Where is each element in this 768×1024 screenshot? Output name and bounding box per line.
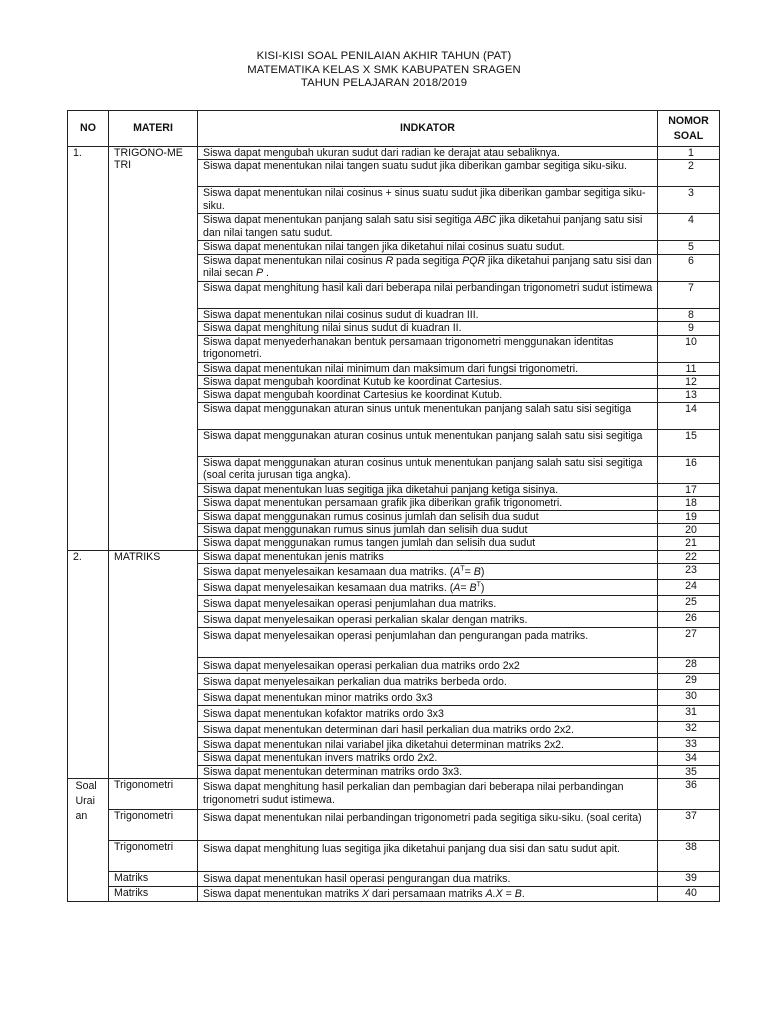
indicator-cell: Siswa dapat menghitung nilai sinus sudut di kuadran II. [198, 322, 658, 335]
question-number: 32 [658, 722, 720, 738]
table-row [68, 810, 720, 841]
table-row [68, 147, 720, 160]
row-materi: Trigonometri [109, 841, 198, 872]
indicator-cell: Siswa dapat menentukan nilai tangen suatu sudut jika diberikan gambar segitiga siku-siku. [198, 160, 658, 187]
question-number: 15 [658, 429, 720, 456]
indicator-variable: ABC [474, 214, 497, 227]
kisi-kisi-table [67, 110, 720, 902]
indicator-cell [198, 214, 658, 241]
indicator-cell: Siswa dapat menghitung hasil kali dari beberapa nilai perbandingan trigonometri sudut istimewa [198, 281, 658, 308]
question-number: 2 [658, 160, 720, 187]
indicator-text: jika diketahui panjang satu sisi dan nilai tangen satu sudut. [203, 214, 643, 239]
question-number: 8 [658, 308, 720, 321]
indicator-variable: B [514, 887, 522, 900]
question-number: 26 [658, 612, 720, 628]
question-number: 5 [658, 241, 720, 254]
header-indikator: INDKATOR [198, 111, 658, 147]
indicator-cell: Siswa dapat menentukan nilai perbandingan trigonometri pada segitiga siku-siku. (soal cerita) [198, 810, 658, 841]
indicator-cell: Siswa dapat menyelesaikan operasi penjumlahan dua matriks. [198, 596, 658, 612]
question-number: 21 [658, 537, 720, 550]
indicator-cell: Siswa dapat menyelesaikan operasi perkalian dua matriks ordo 2x2 [198, 658, 658, 674]
question-number: 25 [658, 596, 720, 612]
indicator-cell: Siswa dapat menentukan jenis matriks [198, 550, 658, 563]
indicator-variable: A.X [485, 887, 503, 900]
question-number: 16 [658, 456, 720, 483]
indicator-text: jika diketahui panjang satu sisi dan nilai secan [203, 254, 652, 280]
table-header-row [68, 111, 720, 147]
title-line-3: TAHUN PELAJARAN 2018/2019 [300, 77, 468, 89]
indicator-cell: Siswa dapat menggunakan aturan cosinus untuk menentukan panjang salah satu sisi segitiga (soal cerita jurusan tiga angka). [198, 456, 658, 483]
indicator-variable: A [453, 581, 461, 594]
indicator-cell [198, 254, 658, 281]
question-number: 27 [658, 628, 720, 658]
indicator-cell: Siswa dapat menyelesaikan operasi perkalian skalar dengan matriks. [198, 612, 658, 628]
question-number: 34 [658, 752, 720, 765]
question-number: 35 [658, 765, 720, 778]
document-title [0, 50, 768, 91]
question-number: 36 [658, 779, 720, 810]
indicator-cell: Siswa dapat menentukan minor matriks ordo 3x3 [198, 690, 658, 706]
question-number: 29 [658, 674, 720, 690]
indicator-variable: A [453, 565, 461, 578]
indicator-cell: Siswa dapat menggunakan rumus tangen jumlah dan selisih dua sudut [198, 537, 658, 550]
group-materi [109, 147, 198, 551]
indicator-cell [198, 564, 658, 580]
question-number: 10 [658, 335, 720, 362]
title-line-2: MATEMATIKA KELAS X SMK KABUPATEN SRAGEN [247, 63, 521, 76]
question-number: 31 [658, 706, 720, 722]
row-materi: Trigonometri [109, 779, 198, 810]
header-no: NO [68, 111, 109, 147]
question-number: 23 [658, 564, 720, 580]
question-number: 11 [658, 362, 720, 375]
indicator-cell: Siswa dapat menyelesaikan operasi penjumlahan dan pengurangan pada matriks. [198, 628, 658, 658]
header-nomor-soal-label: NOMOR SOAL [668, 114, 709, 142]
group-materi-label: TRIGONO-METRI [114, 147, 183, 172]
indicator-text: ) [480, 581, 485, 594]
indicator-cell [198, 580, 658, 596]
table-row [68, 550, 720, 563]
question-number: 30 [658, 690, 720, 706]
indicator-cell [198, 887, 658, 902]
indicator-cell: Siswa dapat menghitung hasil perkalian dan pembagian dari beberapa nilai perbandingan trigonometri sudut istimewa. [198, 779, 658, 810]
indicator-text: Siswa dapat menentukan nilai cosinus [203, 254, 386, 267]
indicator-text: Siswa dapat menyelesaikan kesamaan dua matriks. ( [203, 581, 454, 594]
indicator-text: Siswa dapat menentukan panjang salah satu sisi segitiga [203, 214, 475, 227]
question-number: 28 [658, 658, 720, 674]
row-materi: Matriks [109, 887, 198, 902]
indicator-cell: Siswa dapat menyederhanakan bentuk persamaan trigonometri menggunakan identitas trigonometri. [198, 335, 658, 362]
indicator-cell: Siswa dapat mengubah koordinat Cartesius ke koordinat Kutub. [198, 389, 658, 402]
group-no: 2. [68, 550, 109, 778]
indicator-text: . [521, 887, 525, 900]
question-number: 17 [658, 483, 720, 496]
indicator-text: Siswa dapat menentukan matriks [203, 887, 362, 900]
indicator-variable: R [385, 254, 394, 267]
indicator-cell: Siswa dapat menggunakan aturan cosinus untuk menentukan panjang salah satu sisi segitiga [198, 429, 658, 456]
question-number: 22 [658, 550, 720, 563]
indicator-cell: Siswa dapat menyelesaikan perkalian dua matriks berbeda ordo. [198, 674, 658, 690]
indicator-cell: Siswa dapat menentukan nilai tangen jika diketahui nilai cosinus suatu sudut. [198, 241, 658, 254]
indicator-text: dari persamaan matriks [369, 887, 486, 900]
question-number: 13 [658, 389, 720, 402]
question-number: 38 [658, 841, 720, 872]
question-number: 1 [658, 147, 720, 160]
indicator-variable: X [361, 887, 370, 900]
question-number: 33 [658, 738, 720, 752]
indicator-text: . [263, 267, 269, 280]
header-nomor-soal [658, 111, 720, 147]
indicator-cell: Siswa dapat menggunakan rumus cosinus jumlah dan selisih dua sudut [198, 510, 658, 523]
question-number: 39 [658, 872, 720, 887]
indicator-cell: Siswa dapat menentukan nilai cosinus sudut di kuadran III. [198, 308, 658, 321]
indicator-text: = [502, 887, 515, 900]
indicator-cell: Siswa dapat menggunakan aturan sinus untuk menentukan panjang salah satu sisi segitiga [198, 402, 658, 429]
indicator-variable: B [469, 581, 477, 594]
table-row [68, 841, 720, 872]
question-number: 3 [658, 187, 720, 214]
question-number: 12 [658, 376, 720, 389]
group-no: 1. [68, 147, 109, 551]
indicator-text: = [460, 581, 470, 594]
indicator-text: pada segitiga [393, 254, 463, 267]
header-materi: MATERI [109, 111, 198, 147]
indicator-cell: Siswa dapat menentukan nilai minimum dan maksimum dari fungsi trigonometri. [198, 362, 658, 375]
indicator-cell: Siswa dapat menggunakan rumus sinus jumlah dan selisih dua sudut [198, 524, 658, 537]
indicator-text: = [464, 565, 474, 578]
indicator-cell: Siswa dapat mengubah ukuran sudut dari radian ke derajat atau sebaliknya. [198, 147, 658, 160]
indicator-cell: Siswa dapat menentukan nilai cosinus + sinus suatu sudut jika diberikan gambar segitiga siku-siku. [198, 187, 658, 214]
indicator-cell: Siswa dapat menentukan luas segitiga jika diketahui panjang ketiga sisinya. [198, 483, 658, 496]
question-number: 7 [658, 281, 720, 308]
question-number: 14 [658, 402, 720, 429]
table-row [68, 887, 720, 902]
indicator-cell: Siswa dapat menentukan determinan matriks ordo 3x3. [198, 765, 658, 778]
indicator-variable: PQR [462, 254, 486, 267]
row-materi: Trigonometri [109, 810, 198, 841]
indicator-text: Siswa dapat menyelesaikan kesamaan dua matriks. ( [203, 565, 454, 578]
group-soal-uraian-label: Soal Urai an [75, 780, 97, 823]
indicator-cell: Siswa dapat menentukan nilai variabel jika diketahui determinan matriks 2x2. [198, 738, 658, 752]
question-number: 24 [658, 580, 720, 596]
table-row [68, 779, 720, 810]
superscript: T [460, 565, 465, 573]
question-number: 6 [658, 254, 720, 281]
indicator-cell: Siswa dapat menentukan kofaktor matriks ordo 3x3 [198, 706, 658, 722]
indicator-cell: Siswa dapat menentukan invers matriks ordo 2x2. [198, 752, 658, 765]
row-materi: Matriks [109, 872, 198, 887]
indicator-cell: Siswa dapat menentukan persamaan grafik jika diberikan grafik trigonometri. [198, 497, 658, 510]
indicator-cell: Siswa dapat menghitung luas segitiga jika diketahui panjang dua sisi dan satu sudut apit. [198, 841, 658, 872]
group-no [68, 779, 109, 902]
indicator-variable: B [473, 565, 481, 578]
indicator-cell: Siswa dapat mengubah koordinat Kutub ke koordinat Cartesius. [198, 376, 658, 389]
question-number: 9 [658, 322, 720, 335]
indicator-text: ) [480, 565, 485, 578]
indicator-variable: P [256, 267, 264, 280]
title-line-1: KISI-KISI SOAL PENILAIAN AKHIR TAHUN (PAT) [256, 50, 512, 62]
question-number: 4 [658, 214, 720, 241]
superscript: T [476, 581, 481, 589]
indicator-cell: Siswa dapat menentukan hasil operasi pengurangan dua matriks. [198, 872, 658, 887]
question-number: 37 [658, 810, 720, 841]
table-row [68, 872, 720, 887]
question-number: 40 [658, 887, 720, 902]
question-number: 19 [658, 510, 720, 523]
group-materi: MATRIKS [109, 550, 198, 778]
indicator-cell: Siswa dapat menentukan determinan dari hasil perkalian dua matriks ordo 2x2. [198, 722, 658, 738]
question-number: 18 [658, 497, 720, 510]
question-number: 20 [658, 524, 720, 537]
